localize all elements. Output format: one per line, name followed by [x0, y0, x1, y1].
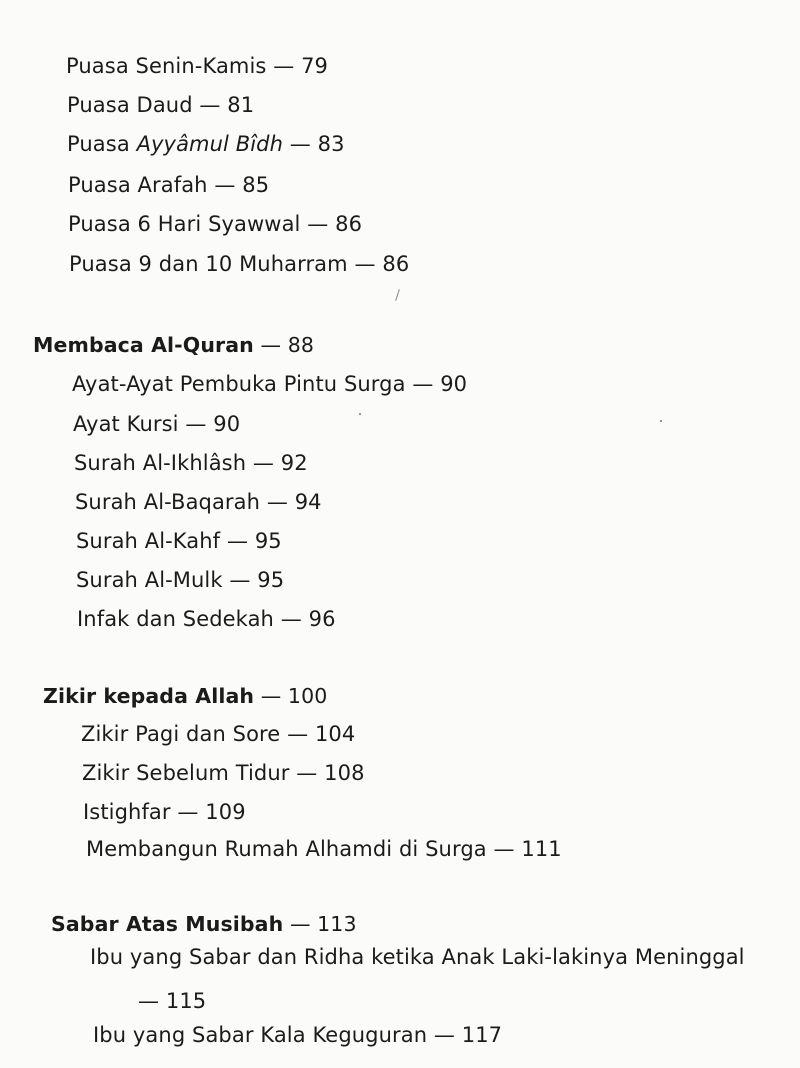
toc-entry: Istighfar — 109 [83, 800, 246, 824]
toc-entry [67, 131, 345, 157]
toc-section-page: — 113 [283, 912, 357, 936]
toc-entry: Ibu yang Sabar dan Ridha ketika Anak Laki-lakinya Meninggal [90, 945, 745, 969]
toc-entry-continuation: — 115 [138, 989, 207, 1013]
toc-section-title: Sabar Atas Musibah [51, 912, 284, 936]
toc-entry: Puasa Arafah — 85 [68, 173, 270, 197]
toc-section-heading [33, 332, 314, 358]
toc-entry: Surah Al-Mulk — 95 [76, 568, 285, 592]
toc-entry: Membangun Rumah Alhamdi di Surga — 111 [86, 837, 562, 861]
toc-entry-suffix: — 83 [283, 132, 345, 156]
toc-entry: Surah Al-Baqarah — 94 [75, 490, 322, 514]
toc-entry: Surah Al-Ikhlâsh — 92 [74, 451, 308, 475]
toc-section-heading [43, 683, 327, 709]
toc-section-title: Zikir kepada Allah [43, 684, 255, 708]
toc-section-heading [51, 911, 357, 937]
scan-speck [359, 413, 361, 415]
toc-entry: Ayat-Ayat Pembuka Pintu Surga — 90 [72, 372, 468, 396]
toc-entry: Infak dan Sedekah — 96 [77, 607, 336, 631]
toc-entry: Puasa Senin-Kamis — 79 [66, 54, 329, 78]
toc-entry: Zikir Pagi dan Sore — 104 [81, 722, 356, 746]
toc-entry: Ibu yang Sabar Kala Keguguran — 117 [93, 1023, 503, 1047]
toc-entry: Puasa 9 dan 10 Muharram — 86 [69, 252, 410, 276]
toc-entry: Surah Al-Kahf — 95 [76, 529, 282, 553]
toc-section-title: Membaca Al-Quran [33, 333, 254, 357]
toc-section-page: — 88 [253, 333, 314, 357]
toc-entry: Puasa 6 Hari Syawwal — 86 [68, 212, 363, 236]
toc-entry: Zikir Sebelum Tidur — 108 [82, 761, 365, 785]
toc-section-page: — 100 [254, 684, 328, 708]
toc-entry-prefix: Puasa [67, 132, 137, 156]
scan-speck [660, 420, 662, 422]
toc-entry: Ayat Kursi — 90 [73, 412, 241, 436]
toc-entry-italic-term: Ayyâmul Bîdh [136, 132, 284, 156]
scan-mark [395, 289, 400, 301]
toc-entry: Puasa Daud — 81 [67, 93, 255, 117]
